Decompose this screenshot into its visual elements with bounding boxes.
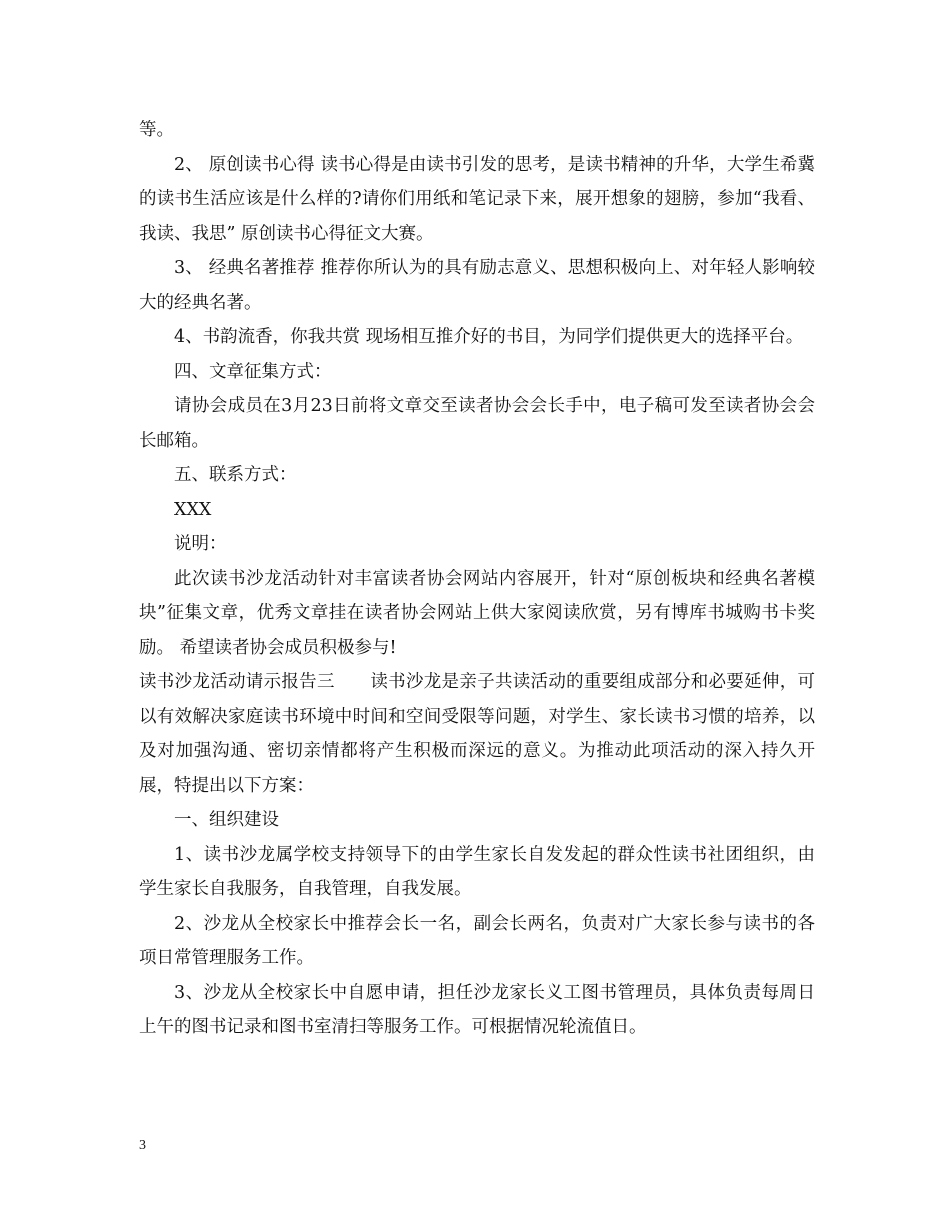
paragraph: 等。 [139, 120, 174, 140]
paragraph: 3、 经典名著推荐 推荐你所认为的具有励志意义、思想积极向上、对年轻人影响较大的经典名著。 [139, 258, 815, 313]
paragraph: XXX [174, 499, 212, 520]
document-body [139, 113, 815, 1045]
paragraph: 4、书韵流香，你我共赏 现场相互推介好的书目，为同学们提供更大的选择平台。 [174, 327, 804, 347]
paragraph: 3、沙龙从全校家长中自愿申请，担任沙龙家长义工图书管理员，具体负责每周日上午的图书记录和图书室清扫等服务工作。可根据情况轮流值日。 [139, 982, 815, 1037]
paragraph: 五、联系方式： [174, 465, 297, 485]
paragraph: 说明： [174, 534, 227, 554]
paragraph: 2、沙龙从全校家长中推荐会长一名，副会长两名，负责对广大家长参与读书的各项日常管理服务工作。 [139, 913, 815, 968]
paragraph: 此次读书沙龙活动针对丰富读者协会网站内容展开，针对“原创板块和经典名著模块”征集文章，优秀文章挂在读者协会网站上供大家阅读欣赏，另有博库书城购书卡奖励。 希望读者协会成员积极参与! [139, 568, 815, 658]
paragraph: 1、读书沙龙属学校支持领导下的由学生家长自发发起的群众性读书社团组织，由学生家长自我服务，自我管理，自我发展。 [139, 844, 815, 899]
paragraph: 四、文章征集方式： [174, 361, 332, 382]
paragraph: 2、 原创读书心得 读书心得是由读书引发的思考，是读书精神的升华，大学生希冀的读书生活应该是什么样的?请你们用纸和笔记录下来，展开想象的翅膀，参加“我看、我读、我思” 原创读书心得征文大赛。 [139, 154, 815, 244]
paragraph: 读书沙龙活动请示报告三 读书沙龙是亲子共读活动的重要组成部分和必要延伸，可以有效解决家庭读书环境中时间和空间受限等问题，对学生、家长读书习惯的培养，以及对加强沟通、密切亲情都将产生积极而深远的意义。为推动此项活动的深入持久开展，特提出以下方案： [139, 672, 815, 796]
page-number: 3 [139, 1138, 146, 1153]
paragraph: 一、组织建设 [174, 810, 279, 830]
paragraph: 请协会成员在3月23日前将文章交至读者协会会长手中，电子稿可发至读者协会会长邮箱。 [139, 396, 815, 451]
